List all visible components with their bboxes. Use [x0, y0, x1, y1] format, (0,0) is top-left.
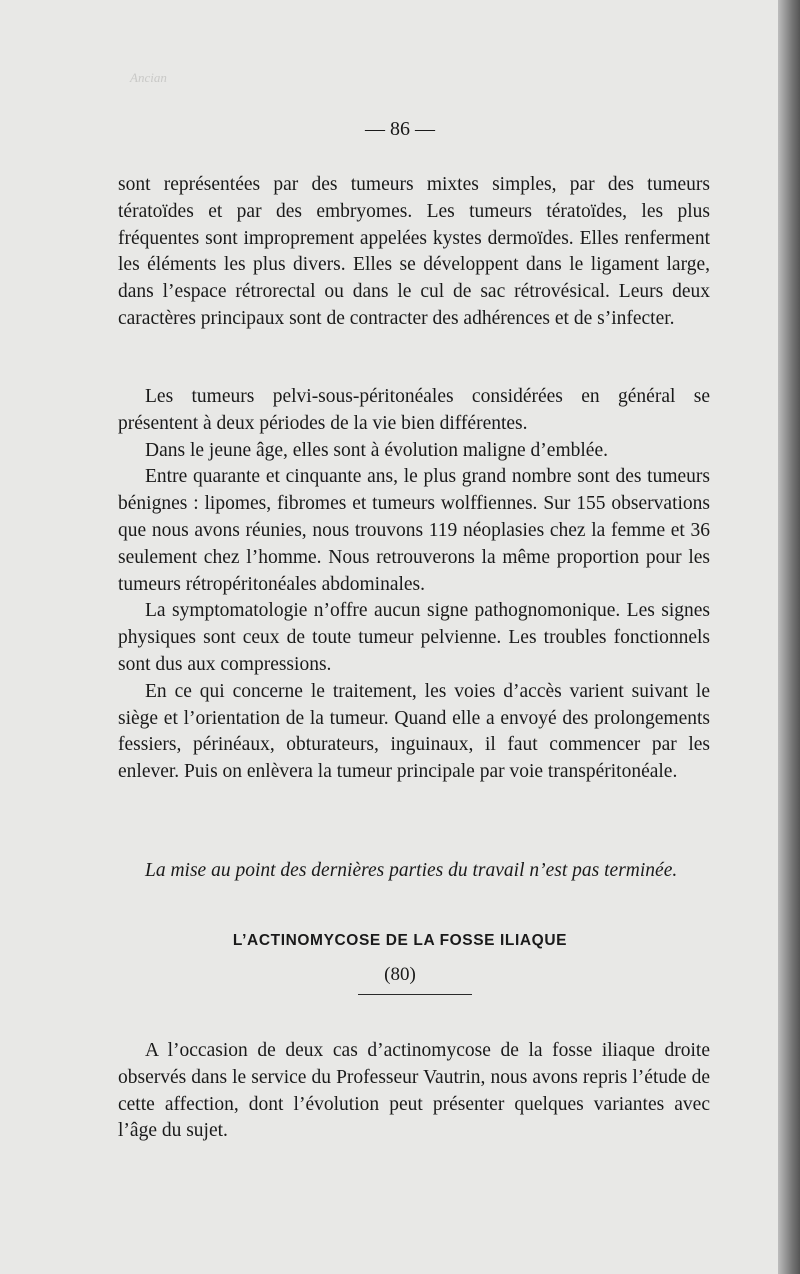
section-reference: (80): [384, 964, 416, 985]
section-divider: [358, 994, 472, 995]
paragraph-young-age: Dans le jeune âge, elles sont à évolution maligne d’emblée.: [145, 439, 608, 461]
page-number: — 86 —: [365, 118, 435, 140]
paragraph-symptomatology: La symptomatologie n’offre aucun signe pathognomonique. Les signes physiques sont ceux de toute tumeur pelvienne. Les troubles fonctionnels sont dus aux compressions.: [118, 600, 710, 675]
paragraph-age-distribution: Entre quarante et cinquante ans, le plus grand nombre sont des tumeurs bénignes : lipomes, fibromes et tumeurs wolffiennes. Sur 155 observations que nous avons réunies, nous trouvons 119 néoplasies chez la femme et 36 seulement chez l’homme. Nous retrouverons la même proportion pour les tumeurs rétropéritonéales abdominales.: [118, 466, 710, 595]
paragraph-presentation: Les tumeurs pelvi-sous-péritonéales considérées en général se présentent à deux périodes de la vie bien différentes.: [118, 386, 710, 434]
intro-paragraph-block: [118, 172, 710, 333]
italic-note-block: [118, 858, 710, 885]
closing-paragraph-block: [118, 1038, 710, 1145]
paragraph-intro: sont représentées par des tumeurs mixtes simples, par des tumeurs tératoïdes et par des embryomes. Les tumeurs tératoïdes, les plus fréquentes sont improprement appelées kystes dermoïdes. Elles renferment les éléments les plus divers. Elles se développent dans le ligament large, dans l’espace rétrorectal ou dans le cul de sac rétrovésical. Leurs deux caractères principaux sont de contracter des adhérences et de s’infecter.: [118, 174, 710, 329]
page-edge-shadow: [778, 0, 800, 1274]
italic-note: La mise au point des dernières parties du travail n’est pas terminée.: [145, 860, 678, 881]
main-paragraph-block: [118, 384, 710, 786]
paragraph-treatment: En ce qui concerne le traitement, les voies d’accès varient suivant le siège et l’orientation de la tumeur. Quand elle a envoyé des prolongements fessiers, périnéaux, obturateurs, inguinaux, il faut commencer par les enlever. Puis on enlèvera la tumeur principale par voie transpéritonéale.: [118, 680, 710, 783]
faint-handwritten-mark: Ancian: [130, 70, 167, 85]
paragraph-actinomycose: A l’occasion de deux cas d’actinomycose de la fosse iliaque droite observés dans le service du Professeur Vautrin, nous avons repris l’étude de cette affection, dont l’évolution peut présenter quelques variantes avec l’âge du sujet.: [118, 1040, 710, 1142]
section-title: L’ACTINOMYCOSE DE LA FOSSE ILIAQUE: [232, 932, 568, 949]
